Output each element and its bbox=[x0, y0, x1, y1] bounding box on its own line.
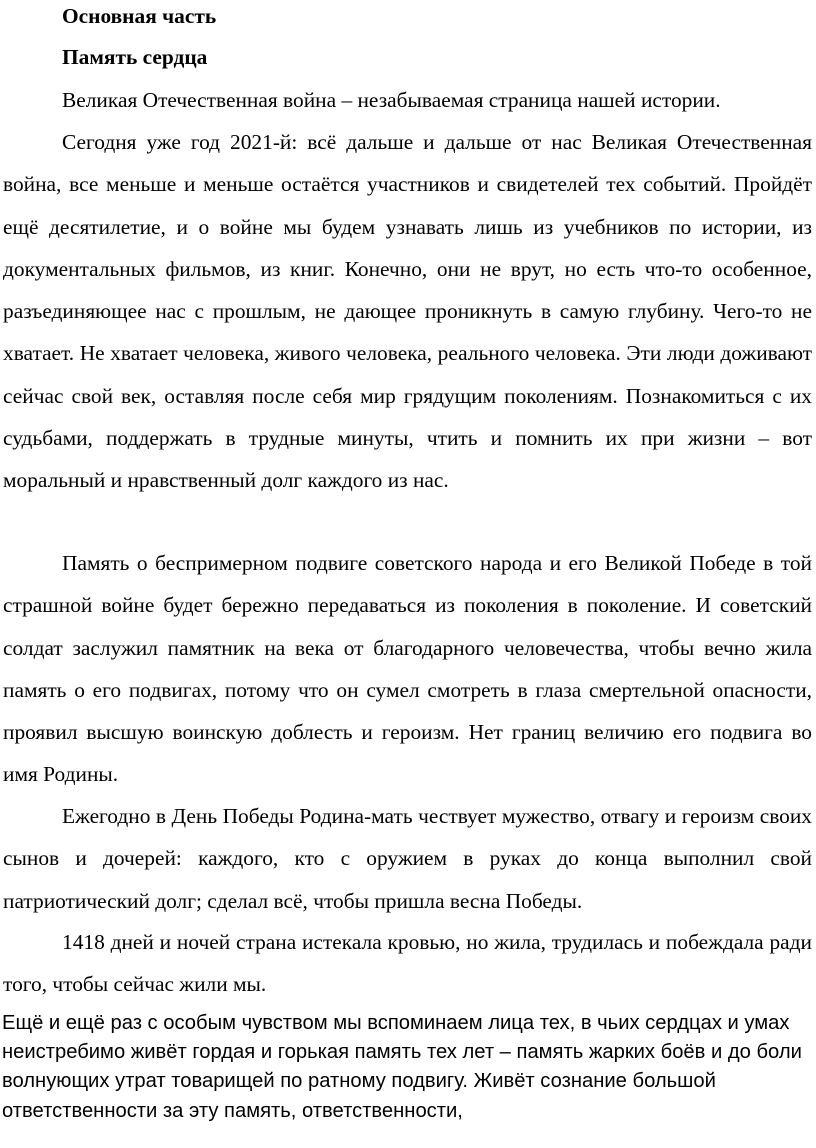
paragraph-memory-feat: Память о беспримерном подвиге советского народа и его Великой Победе в той страшной войне будет бережно передаваться из поколения в поколение. И советский солдат заслужил памятник на века от благодарного человечества, чтобы вечно жила память о его подвигах, потому что он сумел смотреть в глаза смертельной опасности, проявил высшую воинскую доблесть и героизм. Нет границ величию его подвига во имя Родины. bbox=[3, 551, 812, 787]
section-heading: Основная часть bbox=[62, 4, 217, 28]
essay-title: Память сердца bbox=[62, 45, 208, 69]
paragraph-today: Сегодня уже год 2021-й: всё дальше и дальше от нас Великая Отечественная война, все меньше и меньше остаётся участников и свидетелей тех событий. Пройдёт ещё десятилетие, и о войне мы будем узнавать лишь из учебников по истории, из документальных фильмов, из книг. Конечно, они не врут, но есть что-то особенное, разъединяющее нас с прошлым, не дающее проникнуть в самую глубину. Чего-то не хватает. Не хватает человека, живого человека, реального человека. Эти люди доживают сейчас свой век, оставляя после себя мир грядущим поколениям. Познакомиться с их судьбами, поддержать в трудные минуты, чтить и помнить их при жизни – вот моральный и нравственный долг каждого из нас. bbox=[3, 130, 812, 493]
paragraph-remembrance: Ещё и ещё раз с особым чувством мы вспоминаем лица тех, в чьих сердцах и умах неистребимо живёт гордая и горькая память тех лет – память жарких боёв и до боли волнующих утрат товарищей по ратному подвигу. Живёт сознание большой ответственности за эту память, ответственности, bbox=[2, 1012, 802, 1122]
paragraph-1418-days: 1418 дней и ночей страна истекала кровью, но жила, трудилась и побеждала ради того, чтобы сейчас жили мы. bbox=[3, 930, 812, 997]
paragraph-intro: Великая Отечественная война – незабываемая страница нашей истории. bbox=[62, 88, 721, 112]
paragraph-victory-day: Ежегодно в День Победы Родина-мать чествует мужество, отвагу и героизм своих сынов и дочерей: каждого, кто с оружием в руках до конца выполнил свой патриотический долг; сделал всё, чтобы пришла весна Победы. bbox=[3, 804, 812, 913]
